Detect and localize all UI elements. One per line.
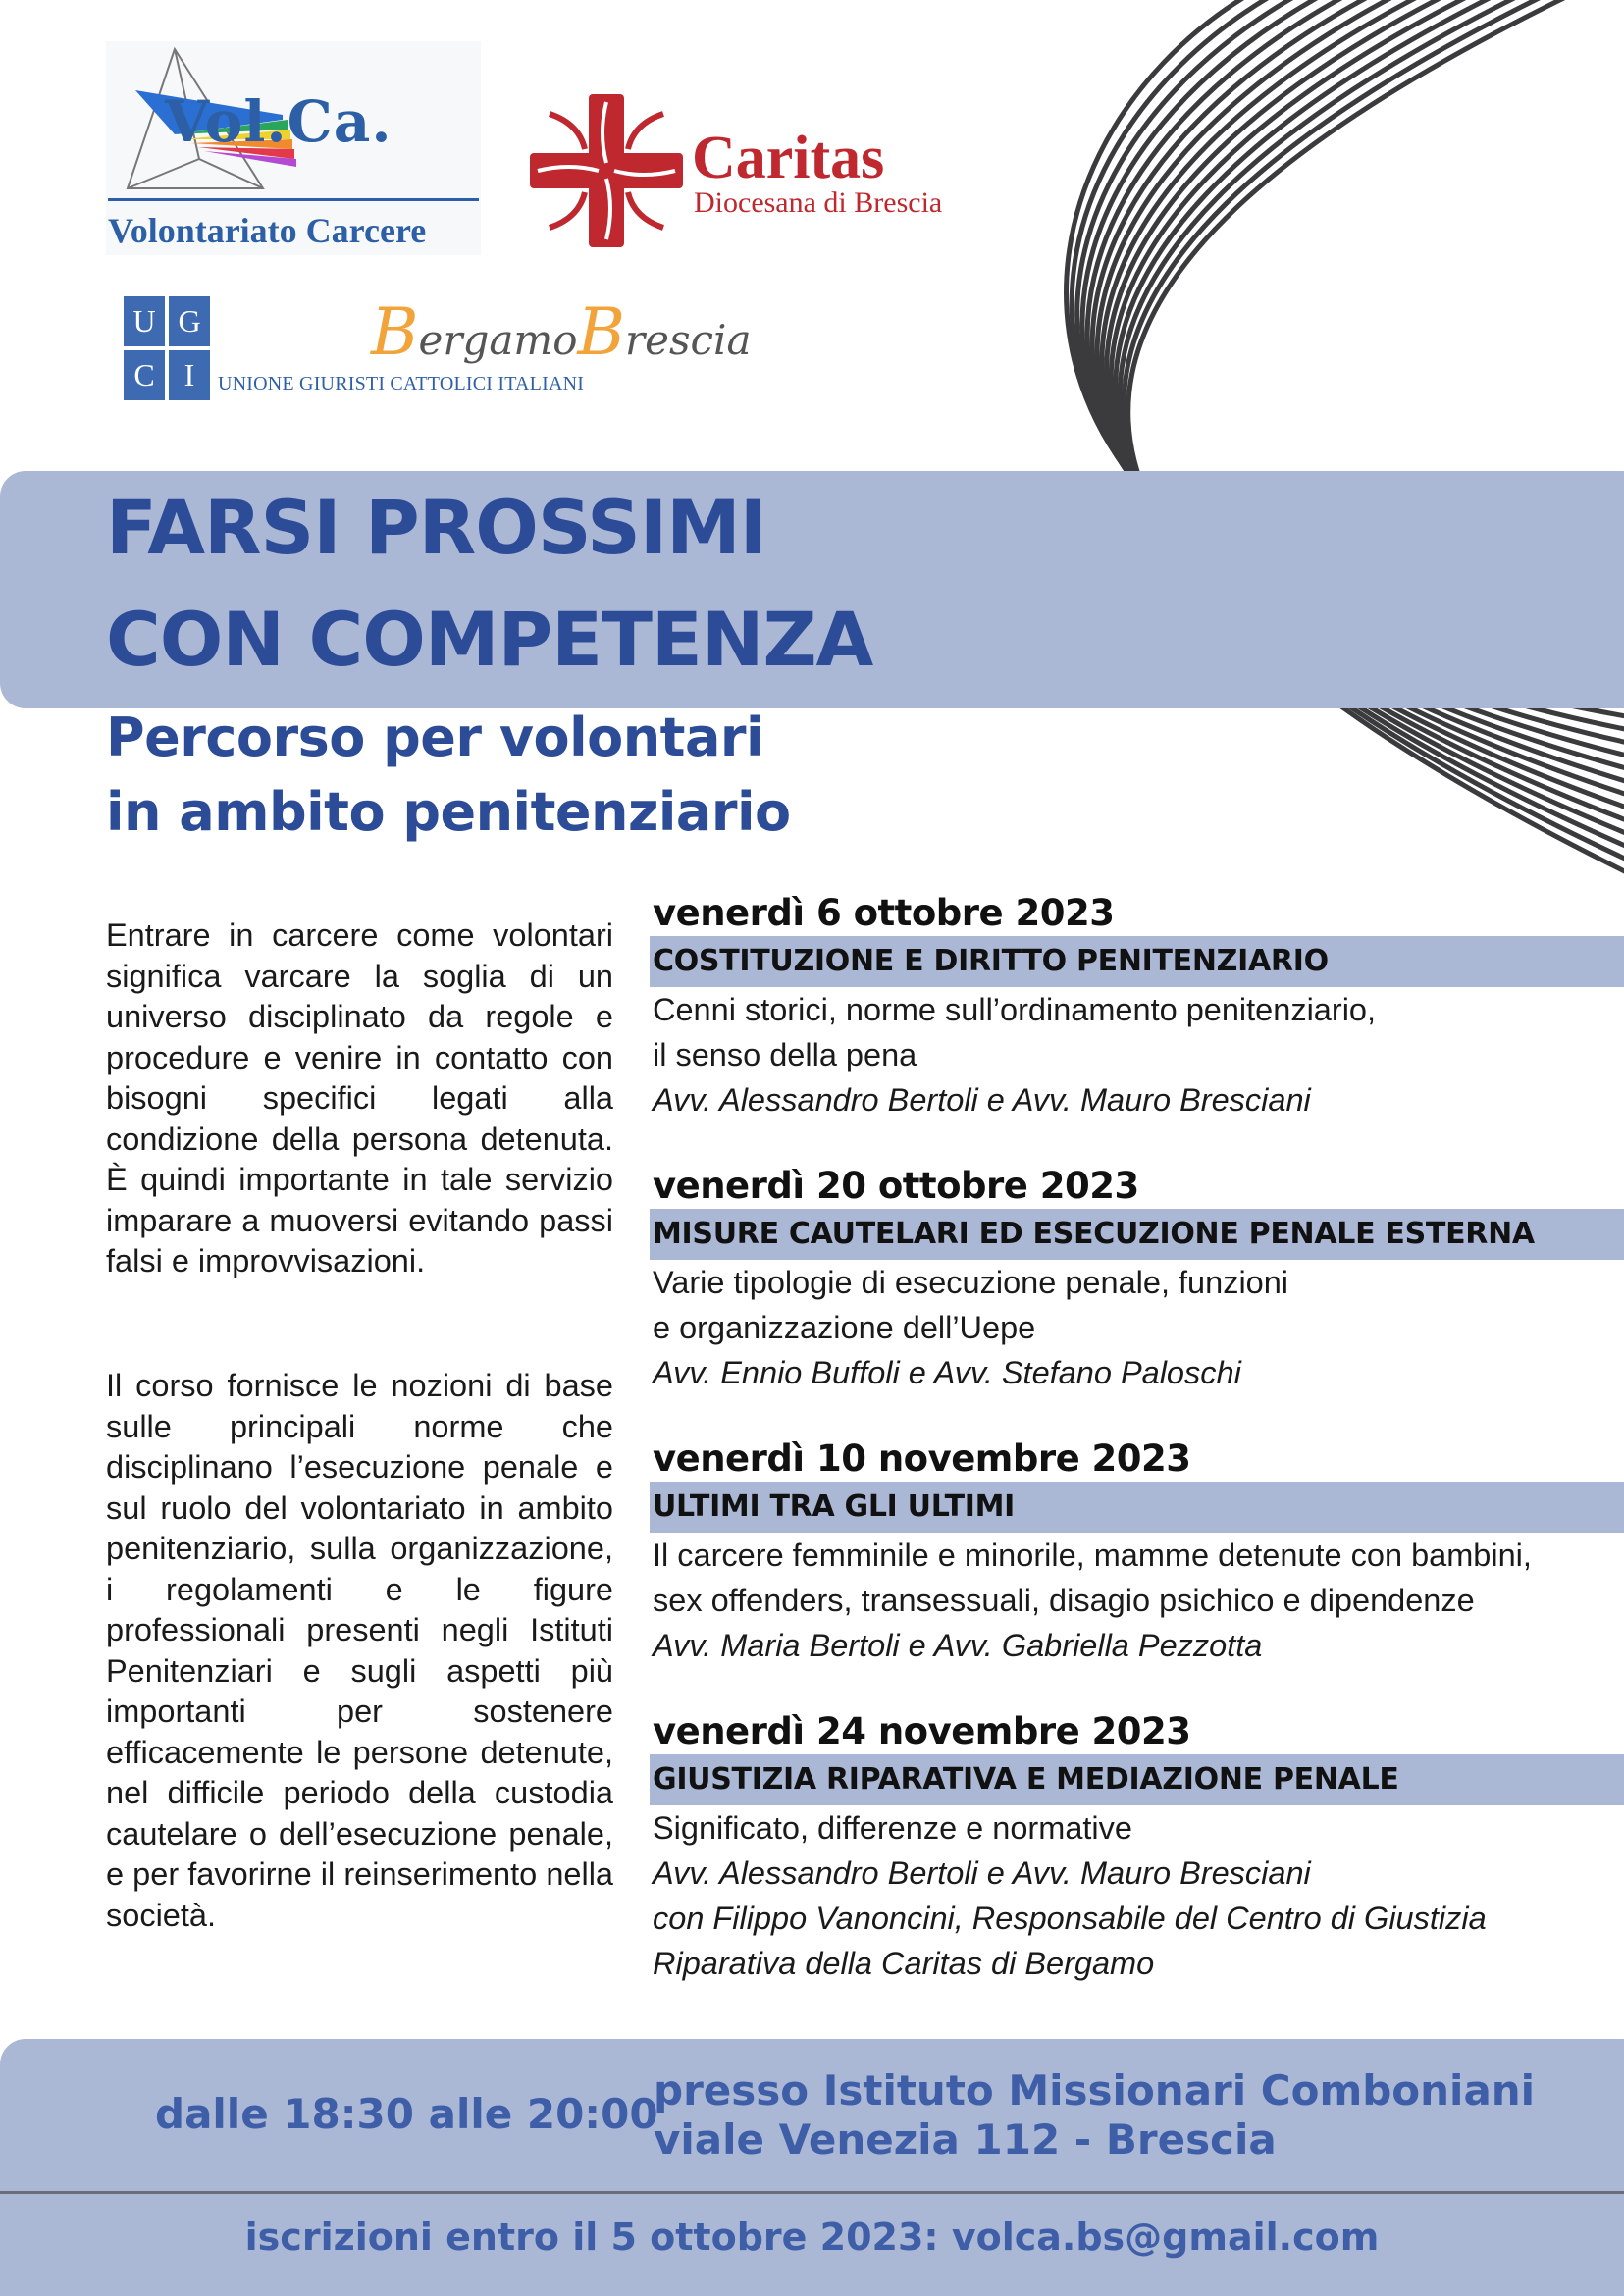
session-description: Significato, differenze e normative — [653, 1810, 1132, 1846]
caritas-name: Caritas — [692, 125, 885, 191]
ugci-letter: I — [169, 350, 210, 400]
session-description: Il carcere femminile e minorile, mamme detenute con bambini, — [653, 1538, 1532, 1573]
session-speakers: Riparativa della Caritas di Bergamo — [653, 1946, 1155, 1981]
subtitle-line-2: in ambito penitenziario — [106, 781, 791, 843]
ugci-letter: G — [169, 296, 210, 346]
title-line-2: CON COMPETENZA — [106, 596, 873, 683]
session-speakers: Avv. Ennio Buffoli e Avv. Stefano Paloschi — [653, 1355, 1241, 1390]
ugci-subtitle: UNIONE GIURISTI CATTOLICI ITALIANI — [218, 373, 585, 394]
title-line-1: FARSI PROSSIMI — [106, 484, 767, 571]
volca-subtitle: Volontariato Carcere — [108, 211, 427, 250]
session-3 — [653, 1436, 1624, 1668]
session-1 — [653, 891, 1624, 1122]
session-4 — [653, 1709, 1624, 1986]
subtitle-line-1: Percorso per volontari — [106, 706, 764, 768]
decorative-swirl-lines-icon — [883, 0, 1624, 893]
intro-text — [106, 915, 613, 1282]
session-2 — [653, 1164, 1624, 1395]
session-date: venerdì 24 novembre 2023 — [653, 1710, 1191, 1752]
swirl-line — [1124, 0, 1624, 869]
session-description: il senso della pena — [653, 1037, 917, 1072]
session-topic: MISURE CAUTELARI ED ESECUZIONE PENALE ESTERNA — [650, 1209, 1624, 1260]
session-date: venerdì 10 novembre 2023 — [653, 1437, 1191, 1480]
intro-paragraph-2: Il corso fornisce le nozioni di base sulle principali norme che disciplinano l’esecuzione penale e sul ruolo del volontariato in ambito penitenziario, sulla organizzazione, i regolamenti e le figure professionali presenti negli Istituti Penitenziari e sugli aspetti più importanti per sostenere efficacemente le persone detenute, nel difficile periodo della custodia cautelare o dell’esecuzione penale, e per favorirne il reinserimento nella società. — [106, 1368, 613, 1933]
session-topic: GIUSTIZIA RIPARATIVA E MEDIAZIONE PENALE — [650, 1754, 1624, 1805]
session-description: e organizzazione dell’Uepe — [653, 1310, 1036, 1345]
ugci-logo-icon — [124, 296, 212, 402]
footer-venue: presso Istituto Missionari Comboniani — [654, 2066, 1536, 2114]
intro-text-2 — [106, 1366, 613, 1936]
volca-name: Vol.Ca. — [165, 88, 393, 155]
footer-address: viale Venezia 112 - Brescia — [654, 2115, 1277, 2164]
footer-time: dalle 18:30 alle 20:00 — [155, 2090, 658, 2138]
session-speakers: Avv. Maria Bertoli e Avv. Gabriella Pezzotta — [653, 1628, 1263, 1663]
session-topic: ULTIMI TRA GLI ULTIMI — [650, 1482, 1624, 1533]
session-topic: COSTITUZIONE E DIRITTO PENITENZIARIO — [650, 936, 1624, 987]
session-description: sex offenders, transessuali, disagio psichico e dipendenze — [653, 1583, 1475, 1618]
footer-registration: iscrizioni entro il 5 ottobre 2023: volca.bs@gmail.com — [244, 2216, 1380, 2259]
caritas-subtitle: Diocesana di Brescia — [694, 186, 943, 219]
session-speakers: Avv. Alessandro Bertoli e Avv. Mauro Bresciani — [653, 1855, 1311, 1891]
session-speakers: Avv. Alessandro Bertoli e Avv. Mauro Bresciani — [653, 1082, 1311, 1118]
session-date: venerdì 20 ottobre 2023 — [653, 1165, 1139, 1207]
session-speakers: con Filippo Vanoncini, Responsabile del Centro di Giustizia — [653, 1901, 1487, 1936]
intro-paragraph-1: Entrare in carcere come volontari significa varcare la soglia di un universo disciplinato da regole e procedure e venire in contatto con bisogni specifici legati alla condizione della persona detenuta. È quindi importante in tale servizio imparare a muoversi evitando passi falsi e improvvisazioni. — [106, 917, 613, 1278]
footer-divider — [0, 2191, 1624, 2194]
caritas-cross-icon — [530, 94, 683, 247]
session-description: Varie tipologie di esecuzione penale, funzioni — [653, 1265, 1289, 1300]
session-description: Cenni storici, norme sull’ordinamento penitenziario, — [653, 992, 1377, 1027]
ugci-letter: C — [124, 350, 165, 400]
bergamo-brescia-script: BergamoBrescia — [371, 294, 752, 370]
session-date: venerdì 6 ottobre 2023 — [653, 892, 1115, 934]
ugci-letter: U — [124, 296, 165, 346]
volca-divider — [108, 198, 479, 201]
